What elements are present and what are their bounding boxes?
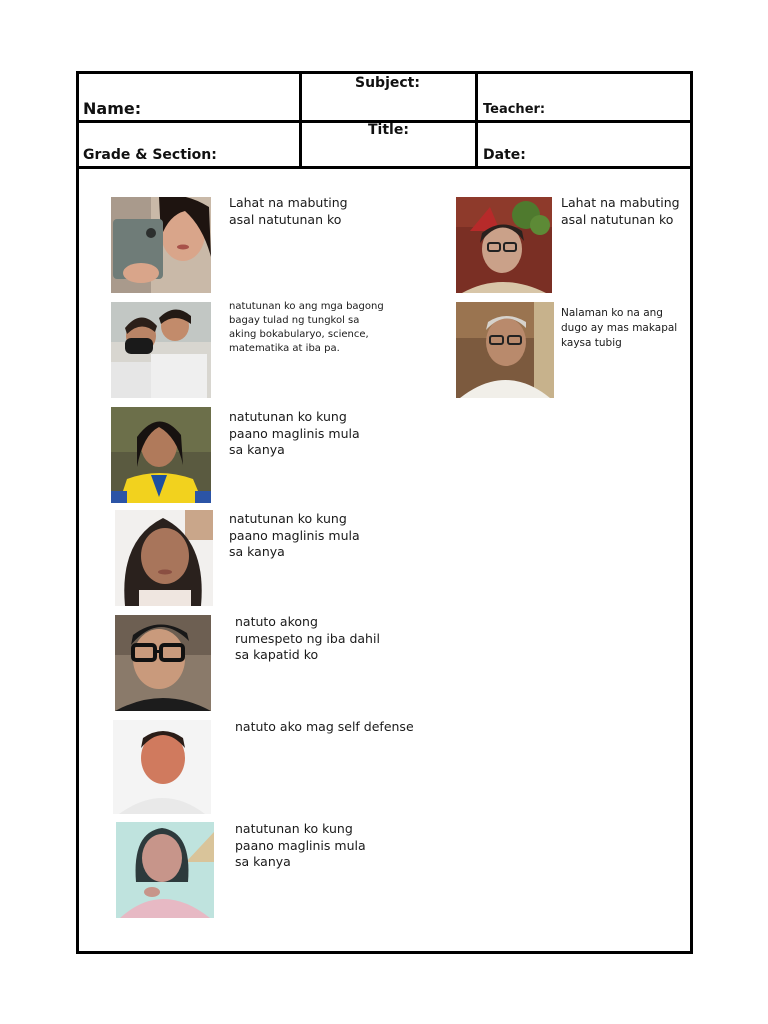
photo-young-man-glasses [115,615,211,711]
caption: natutunan ko ang mga bagong bagay tulad ng tungkol sa aking bokabularyo, science, matematika at iba pa. [229,301,384,354]
photo-girl-braids [115,510,213,606]
grade-section-label: Grade & Section: [83,147,217,163]
caption: Lahat na mabuting asal natutunan ko [229,195,348,227]
photo-student-mirror-selfie [111,197,211,293]
caption: natutunan ko kung paano maglinis mula sa kanya [229,409,360,457]
photo-older-man [456,302,554,398]
caption: natutunan ko kung paano maglinis mula sa kanya [235,821,366,869]
teacher-label: Teacher: [483,102,546,117]
caption: Lahat na mabuting asal natutunan ko [561,195,680,227]
header-column-divider [475,74,478,169]
worksheet [76,71,693,954]
photo-id-portrait [113,720,211,814]
caption: natuto akong rumespeto ng iba dahil sa kapatid ko [235,614,380,662]
date-label: Date: [483,147,526,163]
caption: natutunan ko kung paano maglinis mula sa kanya [229,511,360,559]
name-label: Name: [83,99,142,118]
caption: Nalaman ko na ang dugo ay mas makapal kaysa tubig [561,307,678,349]
subject-label: Subject: [355,75,420,91]
photo-woman-teal-hair [116,822,214,918]
photo-graduation-girl [111,407,211,503]
header-bottom-border [79,166,690,169]
header-column-divider [299,74,302,169]
caption: natuto ako mag self defense [235,719,414,734]
photo-two-friends [111,302,211,398]
photo-older-woman [456,197,552,293]
title-label: Title: [368,122,409,138]
